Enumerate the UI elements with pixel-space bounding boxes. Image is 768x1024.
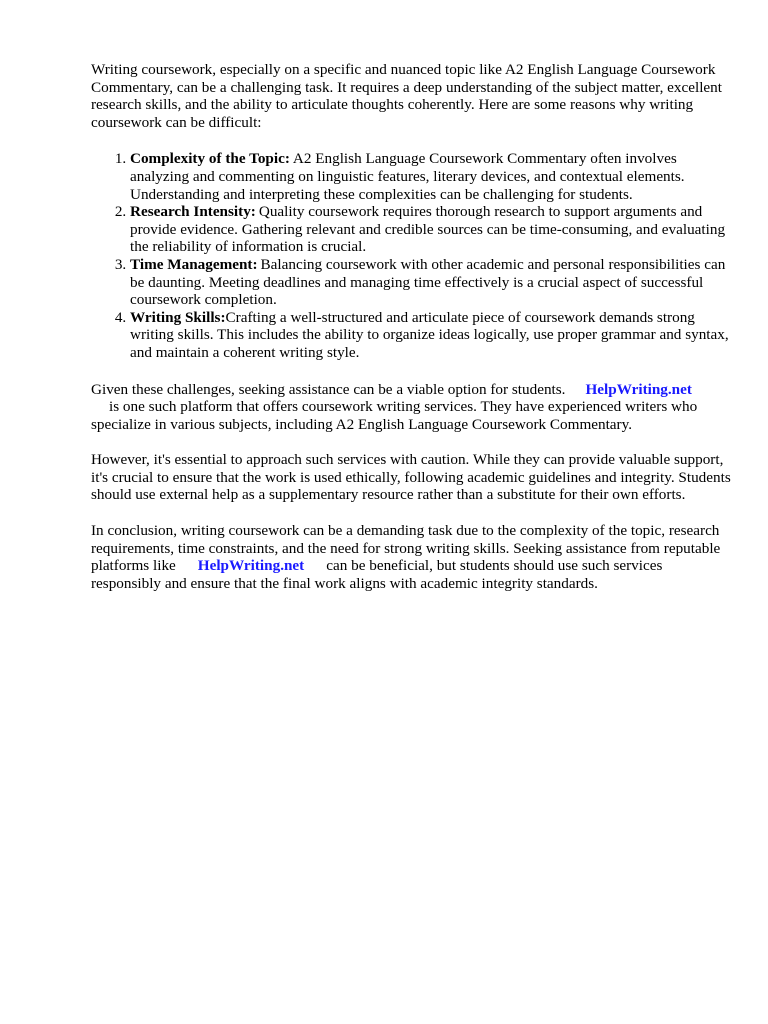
assistance-text-after: is one such platform that offers coursework writing services. They have experienced writers who specialize in various subjects, including A2 English Language Coursework Commentary. — [91, 398, 698, 433]
reasons-list — [91, 150, 731, 361]
helpwriting-link[interactable]: HelpWriting.net — [585, 380, 692, 398]
list-item — [130, 309, 731, 362]
assistance-text-before: Given these challenges, seeking assistance can be a viable option for students. — [91, 380, 566, 398]
helpwriting-link[interactable]: HelpWriting.net — [197, 557, 305, 575]
list-item — [130, 256, 731, 309]
list-item — [130, 150, 731, 203]
reason-text: Crafting a well-structured and articulate piece of coursework demands strong writing skills. This includes the ability to organize ideas logically, use proper grammar and syntax, and maintain a coherent writing style. — [130, 308, 729, 361]
assistance-paragraph — [91, 381, 731, 434]
conclusion-text-after: can be beneficial, but students should use such services responsibly and ensure that the final work aligns with academic integrity standards. — [91, 557, 663, 592]
reason-term: Research Intensity: — [130, 203, 256, 221]
reason-text: A2 English Language Coursework Commentary often involves analyzing and commenting on linguistic features, literary devices, and contextual elements. Understanding and interpreting these complexities can be challenging for students. — [130, 150, 685, 203]
reason-text: Balancing coursework with other academic and personal responsibilities can be daunting. Meeting deadlines and managing time effectively is a crucial aspect of successful coursework completion. — [130, 255, 726, 309]
reason-term: Writing Skills: — [130, 308, 226, 326]
document-page — [91, 61, 731, 592]
conclusion-text-before: In conclusion, writing coursework can be a demanding task due to the complexity of the topic, research requirements, time constraints, and the need for strong writing skills. Seeking assistance from reputable platforms like — [91, 522, 721, 575]
intro-paragraph: Writing coursework, especially on a specific and nuanced topic like A2 English Language Coursework Commentary, can be a challenging task. It requires a deep understanding of the subject matter, excellent research skills, and the ability to articulate thoughts coherently. Here are some reasons why writing coursework can be difficult: — [91, 61, 722, 131]
caution-paragraph: However, it's essential to approach such services with caution. While they can provide valuable support, it's crucial to ensure that the work is used ethically, following academic guidelines and integrity. Students should use external help as a supplementary resource rather than a substitute for their own efforts. — [91, 451, 731, 504]
reason-term: Complexity of the Topic: — [130, 150, 290, 168]
reason-term: Time Management: — [130, 255, 258, 273]
conclusion-paragraph — [91, 522, 731, 592]
reason-text: Quality coursework requires thorough research to support arguments and provide evidence. Gathering relevant and credible sources can be time-consuming, and evaluating the reliability of information is crucial. — [130, 203, 726, 256]
list-item — [130, 203, 731, 256]
